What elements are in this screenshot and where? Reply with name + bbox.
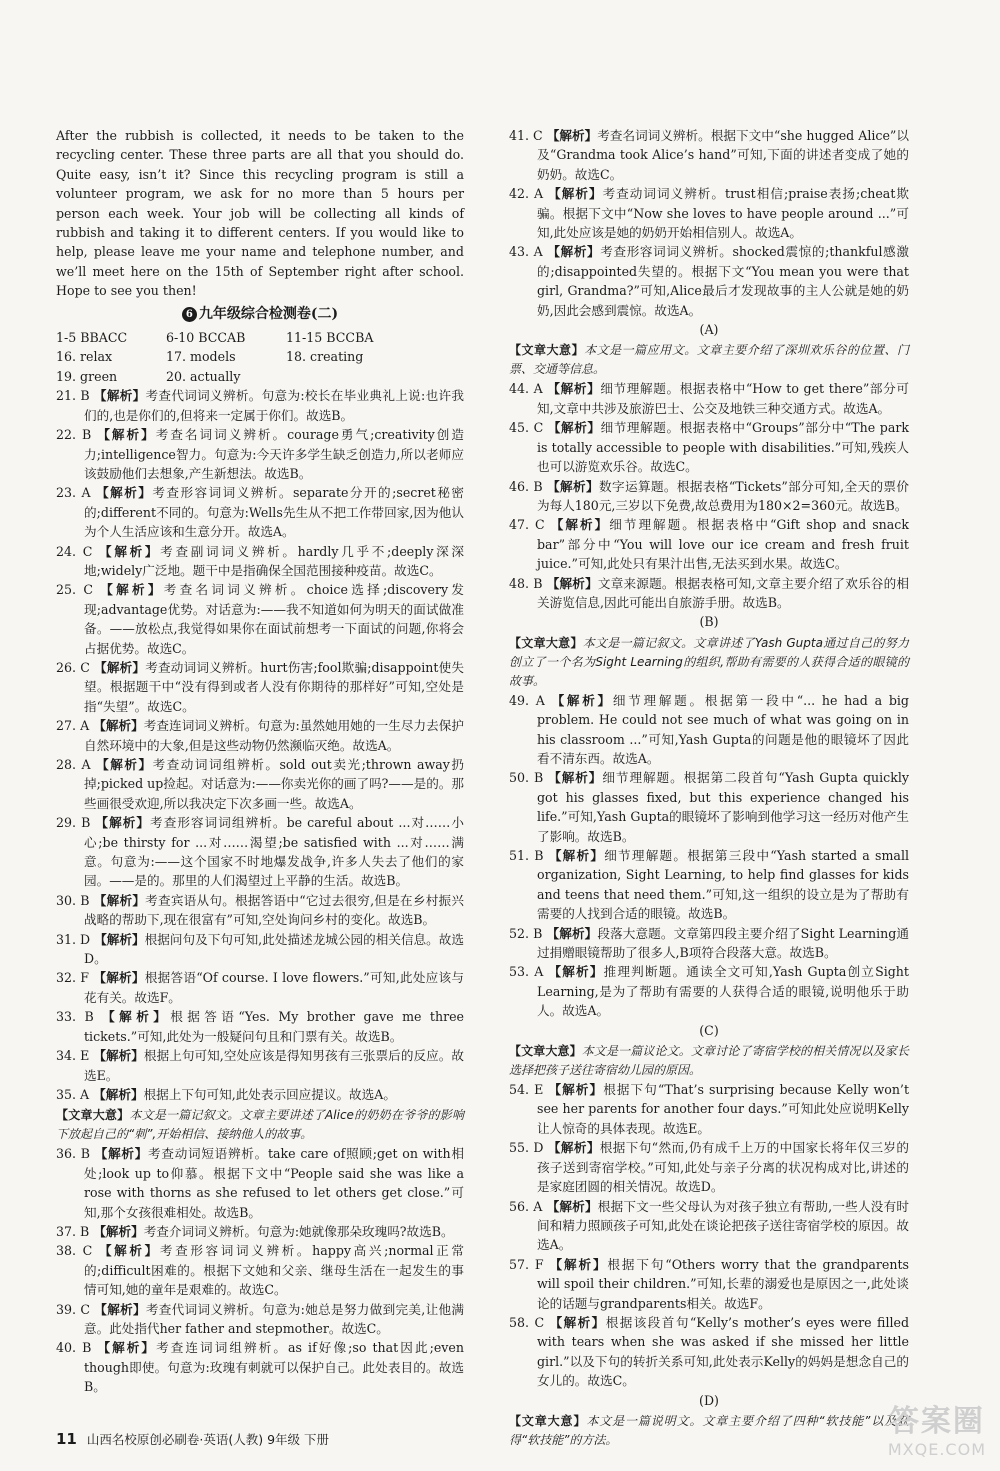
explanation-item (56, 542, 464, 581)
analysis-tag: 【解析】 (546, 925, 598, 941)
summary-text: 本文是一篇应用文。文章主要介绍了深圳欢乐谷的位置、门票、交通等信息。 (509, 343, 909, 377)
explanation-text: 考查动词短语辨析。take care of照顾;get on with相处;look up to仰慕。根据下文中“People said she was like a rose with thorns as she refused to let others get close.”可知,那个女孩很难相处。故选B。 (84, 1146, 464, 1220)
explanation-item (509, 1080, 909, 1138)
explanation-text: 细节理解题。根据第三段中“Yash started a small organization, Sight Learning, to help find glasses for kids and teens that need them.”可知,这一组织的设立是为了帮助有需要的人找到合适的眼镜。故选B。 (537, 848, 909, 922)
question-answer: 30. B (56, 892, 90, 908)
question-answer: 45. C (509, 420, 544, 436)
explanation-text: 考查动词词义辨析。trust相信;praise表扬;cheat欺骗。根据下文中“Now she loves to have people around ...”可知,此处应该是她的奶奶开始相信别人。故选A。 (537, 186, 909, 241)
explanation-text: 文章来源题。根据表格可知,文章主要介绍了欢乐谷的相关游览信息,因此可能出自旅游手册。故选B。 (537, 575, 909, 610)
explanation-text: 考查副词词义辨析。hardly几乎不;deeply深深地;widely广泛地。题干中是指确保全国范围接种疫苗。故选C。 (84, 543, 464, 578)
question-answer: 31. D (56, 931, 91, 947)
explanation-item (56, 658, 464, 716)
question-answer: 48. B (509, 575, 543, 591)
analysis-tag: 【解析】 (93, 1223, 144, 1239)
explanation-text: 根据问句及下句可知,此处描述龙城公园的相关信息。故选D。 (84, 931, 464, 967)
right-column (509, 126, 909, 1450)
analysis-tag: 【解析】 (94, 659, 146, 675)
passage-summary (509, 1042, 909, 1080)
analysis-tag: 【解析】 (549, 1256, 608, 1272)
explanation-item (56, 1338, 464, 1396)
explanation-text: 考查代词词义辨析。句意为:她总是努力做到完美,让他满意。此处指代her father and stepmother。故选C。 (84, 1301, 464, 1336)
passage-summary (509, 341, 909, 379)
passage-label: (A) (699, 322, 719, 338)
explanation-text: 推理判断题。通读全文可知,Yash Gupta创立Sight Learning,是为了帮助有需要的人获得合适的眼镜,说明他乐于助人。故选A。 (537, 964, 909, 1019)
question-answer: 37. B (56, 1223, 90, 1239)
answer-key-item: 1-5 BBACC (56, 330, 128, 346)
question-answer: 50. B (509, 770, 544, 786)
analysis-tag: 【解析】 (93, 718, 144, 734)
explanation-text: 考查动词词义辨析。hurt伤害;fool欺骗;disappoint使失望。根据题干中“没有得到或者人没有你期待的那样好”可知,空处是指“失望”。故选C。 (84, 659, 465, 714)
analysis-tag: 【解析】 (99, 543, 161, 559)
question-answer: 22. B (56, 427, 92, 443)
explanation-text: 根据该段首句“Kelly’s mother’s eyes were filled with tears when she was asked if she missed her little girl.”以及下句的转折关系可知,此处表示Kelly的妈妈是想念自己的女儿的。故选C。 (537, 1314, 910, 1389)
passage-summary (509, 1412, 909, 1450)
explanation-list (509, 691, 909, 1021)
analysis-tag: 【解析】 (548, 964, 604, 980)
analysis-tag: 【解析】 (100, 582, 164, 598)
page-number: 11 (56, 1430, 77, 1448)
explanation-text: 细节理解题。根据表格中“Gift shop and snack bar”部分中“You will love our ice cream and fresh fruit juice.”可知,此处只有果汁出售,无法买到水果。故选C。 (537, 517, 909, 572)
explanation-item (509, 126, 909, 184)
explanation-item (56, 425, 464, 483)
analysis-tag: 【解析】 (93, 388, 146, 404)
explanation-item (56, 386, 464, 425)
explanation-text: 段落大意题。文章第四段主要介绍了Sight Learning通过捐赠眼镜帮助了很多人,B项符合段落大意。故选B。 (537, 925, 909, 961)
analysis-tag: 【解析】 (551, 692, 613, 708)
question-answer: 49. A (509, 692, 545, 708)
explanation-text: 根据下文一些父母认为对孩子独立有帮助,一些人没有时间和精力照顾孩子可知,此处在谈论把孩子送往寄宿学校的原因。故选A。 (537, 1198, 909, 1253)
explanation-item (56, 1222, 464, 1241)
explanation-text: 考查形容词词组辨析。be careful about ...对……小心;be thirsty for ...对……渴望;be satisfied with ...对……满意。句意为:——这个国家不时地爆发战争,许多人失去了他们的家园。——是的。那里的人们渴望过上平静的生活。故选B。 (84, 815, 464, 889)
question-answer: 42. A (509, 186, 544, 202)
analysis-tag: 【解析】 (95, 815, 151, 831)
explanation-item (56, 891, 464, 930)
explanation-list (509, 126, 909, 320)
answer-key-item: 6-10 BCCAB (166, 330, 246, 346)
question-answer: 35. A (56, 1086, 90, 1102)
question-answer: 46. B (509, 478, 543, 494)
explanation-text: 根据答语“Of course. I love flowers.”可知,此处应该与花有关。故选F。 (84, 970, 465, 1005)
passage-summary (509, 634, 909, 691)
question-answer: 54. E (509, 1082, 544, 1098)
question-answer: 40. B (56, 1340, 92, 1356)
question-answer: 21. B (56, 388, 90, 404)
answer-key-item: 17. models (166, 349, 236, 365)
passage-label: (B) (699, 614, 719, 630)
explanation-item (509, 418, 909, 476)
explanation-item (509, 691, 909, 769)
analysis-tag: 【解析】 (548, 770, 603, 786)
question-answer: 36. B (56, 1146, 91, 1162)
explanation-item (56, 755, 464, 813)
analysis-tag: 【解析】 (547, 420, 601, 436)
explanation-text: 考查连词词组辨析。as if好像;so that因此;even though即使。句意为:玫瑰有刺就可以保护自己。此处表目的。故选B。 (84, 1340, 464, 1395)
question-answer: 47. C (509, 517, 545, 533)
explanation-item (509, 1197, 909, 1255)
analysis-tag: 【解析】 (546, 575, 598, 591)
explanation-item (56, 1007, 464, 1046)
explanation-text: 考查形容词词义辨析。shocked震惊的;thankful感激的;disappointed失望的。根据下文“You mean you were that girl, Grandma?”可知,Alice最后才发现故事的主人公就是她的奶奶,因此会感到震惊。故选A。 (537, 244, 909, 318)
explanation-text: 考查名词词义辨析。courage勇气;creativity创造力;intelligence智力。句意为:今天许多学生缺乏创造力,所以老师应该鼓励他们去想象,产生新想法。故选B。 (84, 427, 464, 481)
passage-label: (D) (699, 1392, 719, 1408)
watermark-logo-text: 答案圈 (888, 1404, 985, 1439)
explanation-item (509, 962, 909, 1020)
analysis-tag: 【解析】 (546, 1198, 598, 1214)
summary-text: 本文是一篇说明文。文章主要介绍了四种“软技能”以及获得“软技能”的方法。 (509, 1413, 909, 1447)
watermark (888, 1396, 986, 1459)
explanation-item (509, 768, 909, 846)
explanation-list (509, 379, 909, 612)
analysis-tag: 【解析】 (547, 381, 601, 397)
explanation-item (509, 1138, 909, 1196)
explanation-item (509, 846, 909, 924)
question-answer: 52. B (509, 925, 543, 941)
explanation-text: 细节理解题。根据表格中“How to get there”部分可知,文章中共涉及旅游巴士、公交及地铁三种交通方式。故选A。 (537, 381, 909, 416)
explanation-text: 考查宾语从句。根据答语中“它过去很穷,但是在乡村振兴战略的帮助下,现在很富有”可知,空处询问乡村的变化。故选B。 (84, 892, 464, 928)
explanation-text: 细节理解题。根据表格中“Groups”部分中“The park is totally accessible to people with disabilities.”可知,残疾人也可以游览欢乐谷。故选C。 (537, 420, 909, 475)
reading-passage-ending: After the rubbish is collected, it needs to be taken to the recycling center. These three parts are all that you should do. Quite easy, isn’t it? Since this recycling program is still a volunteer program, we ask for no more than 5 hours per person each week. Your job will be collecting all kinds of rubbish and taking it to different centers. If you would like to help, please leave me your name and telephone number, and we’ll meet here on the 15th of September right after school. Hope to see you then! (56, 128, 464, 299)
analysis-tag: 【解析】 (547, 1140, 600, 1156)
explanation-text: 根据下句“That’s surprising because Kelly won’t see her parents for another four days.”可知此处应说明Kelly让人惊奇的具体表现。故选E。 (537, 1082, 910, 1136)
analysis-tag: 【解析】 (549, 1314, 606, 1330)
question-answer: 25. C (56, 582, 93, 598)
analysis-tag: 【解析】 (93, 1086, 144, 1102)
summary-text: 本文是一篇记叙文。文章讲述了Yash Gupta通过自己的努力创立了一个名为Sight Learning的组织,帮助有需要的人获得合适的眼镜的故事。 (509, 635, 909, 688)
question-answer: 41. C (509, 128, 543, 143)
explanation-item (56, 580, 464, 658)
question-answer: 53. A (509, 964, 544, 980)
explanation-item (56, 483, 464, 541)
explanation-item (509, 242, 909, 320)
analysis-tag: 【解析】 (547, 244, 601, 260)
section-title: 九年级综合检测卷(二) (198, 305, 339, 322)
answer-key-item: 16. relax (56, 349, 113, 365)
explanation-text: 考查名词词义辨析。根据下文中“she hugged Alice”以及“Grandma took Alice’s hand”可知,下面的讲述者变成了她的奶奶。故选C。 (537, 128, 909, 182)
answer-key-item: 11-15 BCCBA (286, 330, 374, 346)
explanation-item (56, 930, 464, 969)
explanation-text: 考查连词词义辨析。句意为:虽然她用她的一生尽力去保护自然环境中的大象,但是这些动物仍然濒临灭绝。故选A。 (84, 718, 464, 753)
question-answer: 55. D (509, 1140, 544, 1156)
analysis-tag: 【解析】 (96, 757, 153, 772)
analysis-tag: 【解析】 (548, 1082, 604, 1098)
explanation-item (509, 924, 909, 963)
explanation-item (56, 1085, 464, 1104)
answer-key-row (56, 347, 464, 366)
passage-label: (C) (699, 1022, 719, 1038)
question-answer: 24. C (56, 543, 93, 559)
analysis-tag: 【解析】 (97, 427, 156, 443)
question-answer: 32. F (56, 970, 90, 986)
analysis-tag: 【解析】 (550, 517, 610, 533)
section-number-badge: 6 (182, 307, 197, 322)
explanation-item (509, 379, 909, 418)
explanation-list (509, 1080, 909, 1391)
answer-key-item: 20. actually (166, 368, 241, 384)
explanation-item (56, 1046, 464, 1085)
question-answer: 28. A (56, 757, 91, 772)
analysis-tag: 【解析】 (93, 970, 145, 986)
explanation-list (56, 386, 464, 1104)
explanation-item (509, 1313, 909, 1391)
left-column (56, 126, 464, 1397)
watermark-url: MXQE.COM (887, 1440, 986, 1459)
analysis-tag: 【解析】 (546, 128, 598, 143)
explanation-item (56, 968, 464, 1007)
analysis-tag: 【解析】 (94, 1146, 149, 1162)
analysis-tag: 【解析】 (93, 1048, 144, 1064)
question-answer: 34. E (56, 1048, 90, 1064)
explanation-text: 考查代词词义辨析。句意为:校长在毕业典礼上说:也许我们的,也是你们的,但将来一定属于你们。故选B。 (84, 388, 464, 423)
explanation-item (56, 1300, 464, 1339)
explanation-text: 根据上句可知,空处应该是得知男孩有三张票后的反应。故选E。 (84, 1048, 464, 1083)
answer-key-item: 19. green (56, 368, 118, 384)
question-answer: 57. F (509, 1256, 544, 1272)
explanation-text: 考查介词词义辨析。句意为:她就像那朵玫瑰吗?故选B。 (143, 1223, 454, 1239)
explanation-text: 考查形容词词义辨析。separate分开的;secret秘密的;different不同的。句意为:Wells先生从不把工作带回家,因为他认为个人生活应该和生意分开。故选A。 (84, 485, 464, 540)
answer-key-row (56, 367, 464, 386)
page-footer (56, 1430, 329, 1448)
summary-tag: 【文章大意】 (509, 343, 585, 358)
explanation-item (509, 184, 909, 242)
summary-tag: 【文章大意】 (509, 1044, 582, 1059)
analysis-tag: 【解析】 (93, 892, 146, 908)
question-answer: 26. C (56, 659, 90, 675)
summary-tag: 【文章大意】 (56, 1108, 130, 1123)
question-answer: 23. A (56, 485, 91, 501)
summary-tag: 【文章大意】 (509, 1413, 587, 1428)
question-answer: 29. B (56, 815, 91, 831)
explanation-item (509, 574, 909, 613)
analysis-tag: 【解析】 (96, 485, 153, 501)
summary-tag: 【文章大意】 (509, 635, 583, 650)
question-answer: 43. A (509, 244, 543, 260)
analysis-tag: 【解析】 (547, 478, 600, 494)
analysis-tag: 【解析】 (548, 848, 605, 863)
analysis-tag: 【解析】 (97, 1340, 157, 1356)
explanation-list (56, 1144, 464, 1396)
analysis-tag: 【解析】 (98, 1243, 160, 1259)
question-answer: 33. B (56, 1009, 94, 1025)
explanation-text: 细节理解题。根据第一段中“... he had a big problem. He could not see much of what was going on in his classroom ...”可知,Yash Gupta的问题是他的眼镜坏了因此看不清东西。故选A。 (537, 692, 909, 766)
answer-key-item: 18. creating (286, 349, 364, 365)
explanation-item (56, 1144, 464, 1222)
explanation-text: 根据上下句可知,此处表示回应提议。故选A。 (143, 1086, 396, 1102)
explanation-text: 考查名词词义辨析。choice选择;discovery发现;advantage优势。对话意为:——我不知道如何为明天的面试做准备。——放松点,我觉得如果你在面试前想考一下面试的问题,你将会占据优势。故选C。 (84, 582, 464, 656)
question-answer: 56. A (509, 1198, 543, 1214)
analysis-tag: 【解析】 (94, 1301, 146, 1317)
explanation-text: 细节理解题。根据第二段首句“Yash Gupta quickly got his glasses fixed, but this experience changed his life.”可知,Yash Gupta的眼镜坏了影响到他学习这一经历对他产生了影响。故选B。 (537, 770, 909, 844)
passage-summary (56, 1106, 464, 1144)
question-answer: 51. B (509, 848, 544, 863)
explanation-item (56, 1241, 464, 1299)
question-answer: 38. C (56, 1243, 93, 1259)
explanation-text: 根据下句“Others worry that the grandparents will spoil their children.”可知,长辈的溺爱也是原因之一,此处谈论的话题与grandparents相关。故选F。 (537, 1256, 909, 1311)
explanation-text: 根据下句“然而,仍有成千上万的中国家长将年仅三岁的孩子送到寄宿学校。”可知,此处与亲子分离的状况构成对比,讲述的是家庭团圆的相关情况。故选D。 (537, 1140, 909, 1195)
book-title: 山西名校原创必刷卷·英语(人教) 9年级 下册 (86, 1432, 330, 1447)
explanation-text: 根据答语“Yes. My brother gave me three tickets.”可知,此处为一般疑问句且和门票有关。故选B。 (84, 1009, 465, 1044)
question-answer: 27. A (56, 718, 90, 734)
explanation-text: 考查形容词词义辨析。happy高兴;normal正常的;difficult困难的。根据下文她和父亲、继母生活在一起发生的事情可知,她的童年是艰难的。故选C。 (84, 1243, 464, 1298)
analysis-tag: 【解析】 (94, 931, 145, 947)
question-answer: 39. C (56, 1301, 90, 1317)
explanation-item (509, 1255, 909, 1313)
summary-text: 本文是一篇记叙文。文章主要讲述了Alice的奶奶在爷爷的影响下放起自己的“刺”,开始相信、接纳他人的故事。 (56, 1108, 464, 1142)
explanation-text: 考查动词词组辨析。sold out卖光;thrown away扔掉;picked up捡起。对话意为:——你卖光你的画了吗?——是的。那些画很受欢迎,所以我决定下次多画一些。故选A。 (84, 757, 464, 811)
explanation-item (509, 515, 909, 573)
summary-text: 本文是一篇议论文。文章讨论了寄宿学校的相关情况以及家长选择把孩子送往寄宿幼儿园的原因。 (509, 1044, 909, 1078)
section-heading (56, 305, 464, 324)
explanation-item (509, 477, 909, 516)
explanation-item (56, 716, 464, 755)
question-answer: 58. C (509, 1314, 545, 1330)
explanation-item (56, 813, 464, 891)
analysis-tag: 【解析】 (102, 1009, 171, 1025)
question-answer: 44. A (509, 381, 543, 397)
explanation-text: 数字运算题。根据表格“Tickets”部分可知,全天的票价为每人180元,三岁以下免费,故总费用为180×2=360元。故选B。 (537, 478, 910, 513)
answer-key-row (56, 328, 464, 347)
analysis-tag: 【解析】 (548, 186, 603, 202)
